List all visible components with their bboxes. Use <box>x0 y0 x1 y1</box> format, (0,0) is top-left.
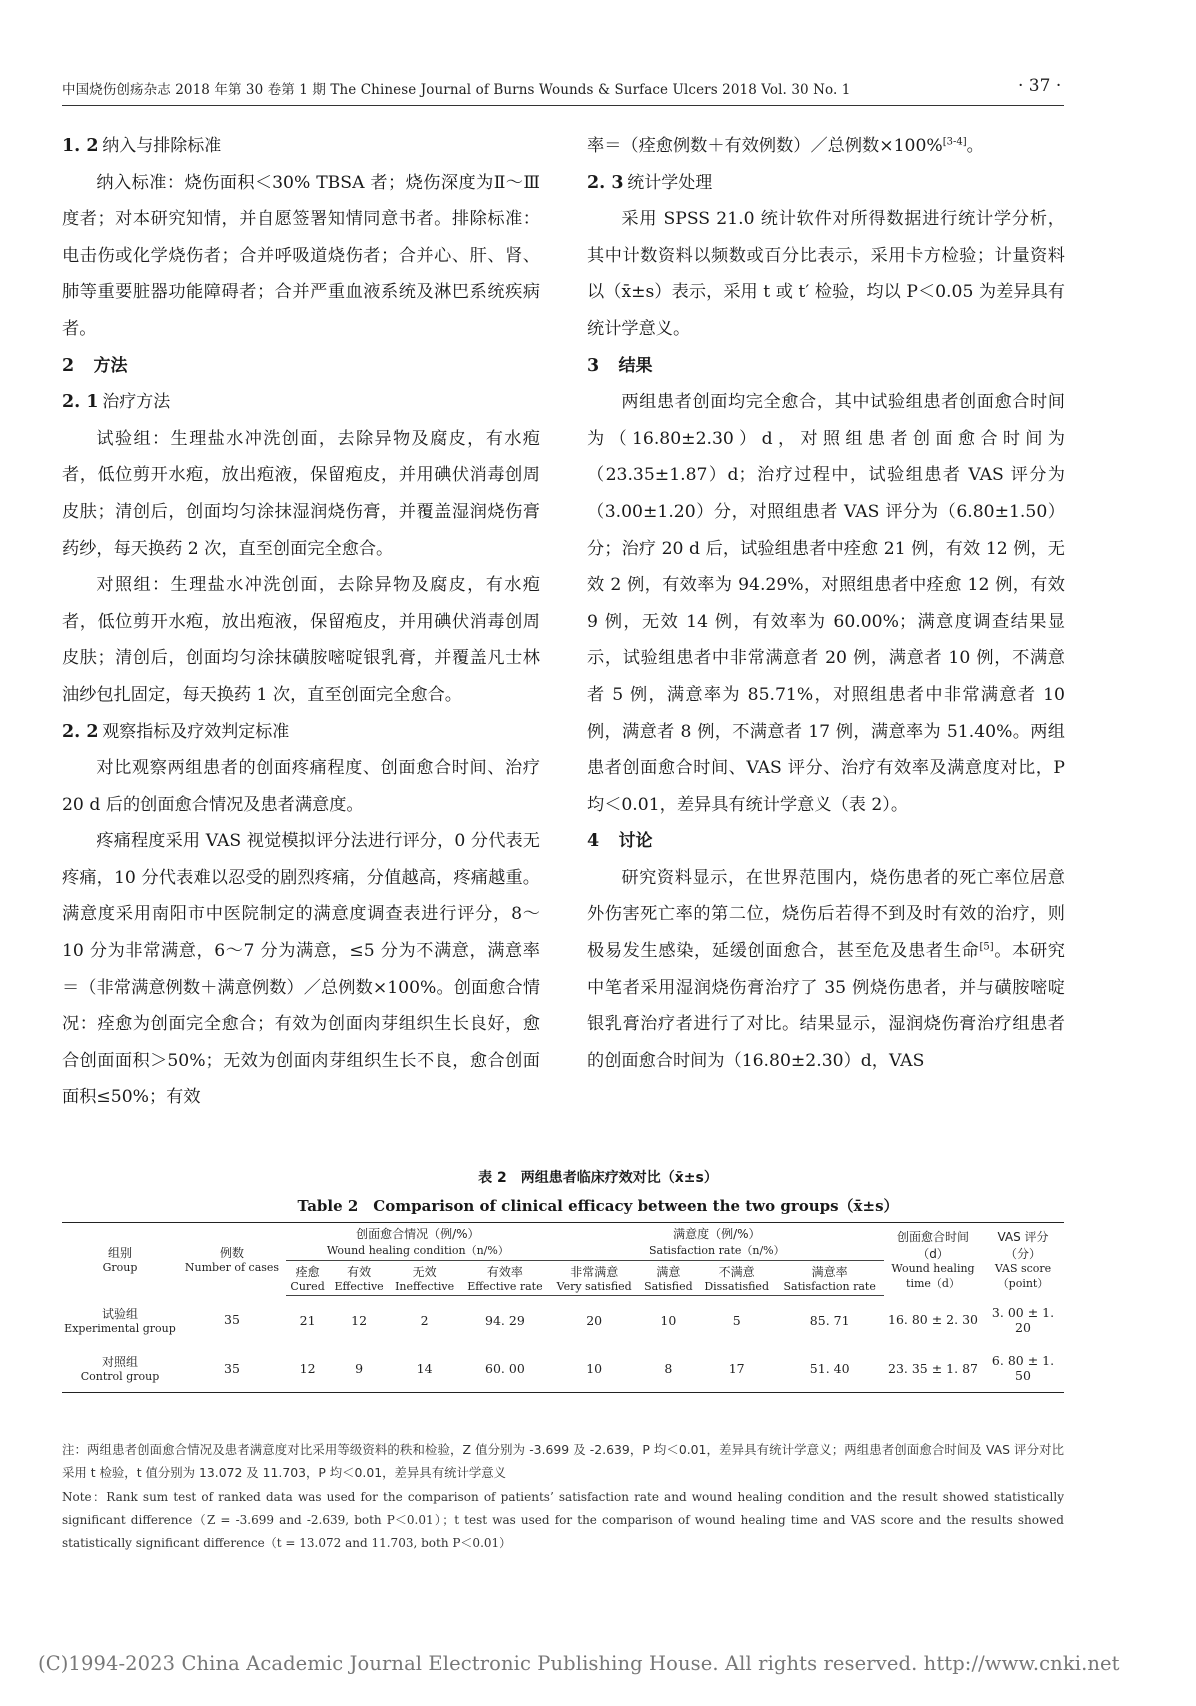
section-2-3-heading: 2. 3 统计学处理 <box>587 172 713 193</box>
results-table <box>62 1222 1064 1393</box>
cell-cured: 21 <box>299 1312 316 1328</box>
cell-vas: 6. 80 ± 1. 50 <box>982 1344 1064 1393</box>
header-very-satisfied: 非常满意 Very satisfied <box>550 1261 639 1296</box>
cell-cases: 35 <box>224 1312 240 1328</box>
cell-ineffective: 2 <box>420 1312 429 1328</box>
citation-ref: [3-4] <box>942 136 967 148</box>
cell-satisfaction-rate: 51. 40 <box>775 1344 884 1393</box>
cell-cured: 12 <box>286 1344 329 1393</box>
header-effective-rate: 有效率 Effective rate <box>460 1261 549 1296</box>
criteria-paragraph: 疼痛程度采用 VAS 视觉模拟评分法进行评分，0 分代表无疼痛，10 分代表难以忍受的剧烈疼痛，分值越高，疼痛越重。满意度采用南阳市中医院制定的满意度调查表进行评分，8～10 分为非常满意，6～7 分为满意，≤5 分为不满意，满意率＝（非常满意例数＋满意例数）／总例数×100%。创面愈合情况：痊愈为创面完全愈合；有效为创面肉芽组织生长良好，愈合创面面积＞50%；无效为创面肉芽组织生长不良，愈合创面面积≤50%；有效 <box>62 831 540 1108</box>
cell-effective: 12 <box>351 1312 368 1328</box>
cell-cases: 35 <box>178 1344 286 1393</box>
citation-ref: [5] <box>979 941 994 953</box>
table-caption-zh: 表 2 两组患者临床疗效对比（x̄±s） <box>478 1170 718 1186</box>
section-4-heading: 4 讨论 <box>587 831 653 852</box>
running-header: 中国烧伤创疡杂志 2018 年第 30 卷第 1 期 The Chinese Journal of Burns Wounds & Surface Ulcers 2018 Vol. 30 No. 1 <box>62 82 851 98</box>
section-2-heading: 2 方法 <box>62 355 128 376</box>
observation-paragraph: 对比观察两组患者的创面疼痛程度、创面愈合时间、治疗 20 d 后的创面愈合情况及患者满意度。 <box>62 758 540 815</box>
copyright-footer: (C)1994-2023 China Academic Journal Electronic Publishing House. All rights reserved. http://www.cnki.net <box>38 1652 1120 1675</box>
cell-dissatisfied: 5 <box>732 1312 741 1328</box>
header-dissatisfied: 不满意 Dissatisfied <box>698 1261 775 1296</box>
cell-vas: 3. 00 ± 1. 20 <box>991 1304 1055 1335</box>
experimental-group-paragraph: 试验组：生理盐水冲洗创面，去除异物及腐皮，有水疱者，低位剪开水疱，放出疱液，保留疱皮，并用碘伏消毒创周皮肤；清创后，创面均匀涂抹湿润烧伤膏，并覆盖湿润烧伤膏药纱，每天换药 2 次，直至创面完全愈合。 <box>62 428 540 559</box>
results-paragraph: 两组患者创面均完全愈合，其中试验组患者创面愈合时间为（16.80±2.30）d，对照组患者创面愈合时间为（23.35±1.87）d；治疗过程中，试验组患者 VAS 评分为（3.00±1.20）分，对照组患者 VAS 评分为（6.80±1.50）分；治疗 20 d 后，试验组患者中痊愈 21 例，有效 12 例，无效 2 例，有效率为 94.29%，对照组患者中痊愈 12 例，有效 9 例，无效 14 例，有效率为 60.00%；满意度调查结果显示，试验组患者中非常满意者 20 例，满意者 10 例，不满意者 5 例，满意率为 85.71%，对照组患者中非常满意者 10 例，满意者 8 例，不满意者 17 例，满意率为 51.40%。两组患者创面愈合时间、VAS 评分、治疗有效率及满意度对比，P 均＜0.01，差异具有统计学意义（表 2）。 <box>587 392 1065 815</box>
continued-paragraph: 率＝（痊愈例数＋有效例数）／总例数×100%[3-4]。 <box>587 136 984 156</box>
cell-healing-time: 23. 35 ± 1. 87 <box>884 1344 982 1393</box>
row-group-label: 对照组 Control group <box>62 1344 178 1393</box>
header-healing-time: 创面愈合时间（d） Wound healing time（d） <box>884 1223 982 1296</box>
cell-satisfaction-rate: 85. 71 <box>809 1312 850 1328</box>
inclusion-criteria-paragraph: 纳入标准：烧伤面积＜30% TBSA 者；烧伤深度为Ⅱ～Ⅲ度者；对本研究知情，并自愿签署知情同意书者。排除标准：电击伤或化学烧伤者；合并呼吸道烧伤者；合并心、肝、肾、肺等重要脏器功能障碍者；合并严重血液系统及淋巴系统疾病者。 <box>62 172 540 339</box>
table-row <box>62 1344 1064 1393</box>
cell-satisfied: 8 <box>639 1344 698 1393</box>
header-cured: 痊愈 Cured <box>286 1261 329 1296</box>
section-1-2-heading: 1. 2 纳入与排除标准 <box>62 136 222 156</box>
cell-effective-rate: 60. 00 <box>460 1344 549 1393</box>
header-ineffective: 无效 Ineffective <box>389 1261 460 1296</box>
row-group-label: 试验组 Experimental group <box>64 1306 176 1335</box>
table-note-zh: 注：两组患者创面愈合情况及患者满意度对比采用等级资料的秩和检验，Z 值分别为 -3.699 及 -2.639，P 均＜0.01，差异具有统计学意义；两组患者创面愈合时间及 VAS 评分对比采用 t 检验，t 值分别为 13.072 及 11.703，P 均＜0.01，差异具有统计学意义 <box>62 1442 1064 1480</box>
results-table-container <box>62 1222 1064 1393</box>
left-column <box>62 128 540 1116</box>
cell-satisfied: 10 <box>660 1312 677 1328</box>
cell-healing-time: 16. 80 ± 2. 30 <box>888 1312 978 1328</box>
section-2-2-heading: 2. 2 观察指标及疗效判定标准 <box>62 721 290 742</box>
cell-very-satisfied: 10 <box>550 1344 639 1393</box>
header-satisfaction: 满意度（例/%） Satisfaction rate（n/%） <box>550 1223 884 1261</box>
section-3-heading: 3 结果 <box>587 355 653 376</box>
table-row <box>62 1296 1064 1345</box>
header-cases: 例数 Number of cases <box>178 1223 286 1296</box>
header-rule <box>62 105 1064 106</box>
header-group: 组别 Group <box>62 1223 178 1296</box>
cell-effective: 9 <box>329 1344 389 1393</box>
discussion-paragraph: 研究资料显示，在世界范围内，烧伤患者的死亡率位居意外伤害死亡率的第二位，烧伤后若得不到及时有效的治疗，则极易发生感染，延缓创面愈合，甚至危及患者生命[5]。本研究中笔者采用湿润烧伤膏治疗了 35 例烧伤患者，并与磺胺嘧啶银乳膏治疗者进行了对比。结果显示，湿润烧伤膏治疗组患者的创面愈合时间为（16.80±2.30）d，VAS <box>587 867 1065 1071</box>
table-caption-en: Table 2 Comparison of clinical efficacy between the two groups（x̄±s） <box>297 1197 899 1215</box>
cell-dissatisfied: 17 <box>698 1344 775 1393</box>
header-satisfaction-rate: 满意率 Satisfaction rate <box>775 1261 884 1296</box>
table-note-en: Note：Rank sum test of ranked data was used for the comparison of patients’ satisfaction rate and wound healing condition and the result showed statistically significant difference（Z = -3.699 and -2.639, both P＜0.01）；t test was used for the comparison of wound healing time and VAS score and the results showed statistically significant difference（t = 13.072 and 11.703, both P＜0.01） <box>62 1490 1064 1550</box>
header-effective: 有效 Effective <box>329 1261 389 1296</box>
statistics-paragraph: 采用 SPSS 21.0 统计软件对所得数据进行统计学分析，其中计数资料以频数或百分比表示，采用卡方检验；计量资料以（x̄±s）表示，采用 t 或 t′ 检验，均以 P＜0.05 为差异具有统计学意义。 <box>587 209 1065 339</box>
section-2-1-heading: 2. 1 治疗方法 <box>62 392 171 413</box>
header-vas-score: VAS 评分（分） VAS score（point） <box>982 1223 1064 1296</box>
cell-ineffective: 14 <box>389 1344 460 1393</box>
cell-very-satisfied: 20 <box>586 1312 603 1328</box>
header-satisfied: 满意 Satisfied <box>639 1261 698 1296</box>
right-column <box>587 128 1065 1079</box>
cell-effective-rate: 94. 29 <box>485 1312 525 1328</box>
page-number: · 37 · <box>1018 76 1062 96</box>
header-healing-condition: 创面愈合情况（例/%） Wound healing condition（n/%） <box>286 1223 550 1261</box>
control-group-paragraph: 对照组：生理盐水冲洗创面，去除异物及腐皮，有水疱者，低位剪开水疱，放出疱液，保留疱皮，并用碘伏消毒创周皮肤；清创后，创面均匀涂抹磺胺嘧啶银乳膏，并覆盖凡士林油纱包扎固定，每天换药 1 次，直至创面完全愈合。 <box>62 575 540 705</box>
